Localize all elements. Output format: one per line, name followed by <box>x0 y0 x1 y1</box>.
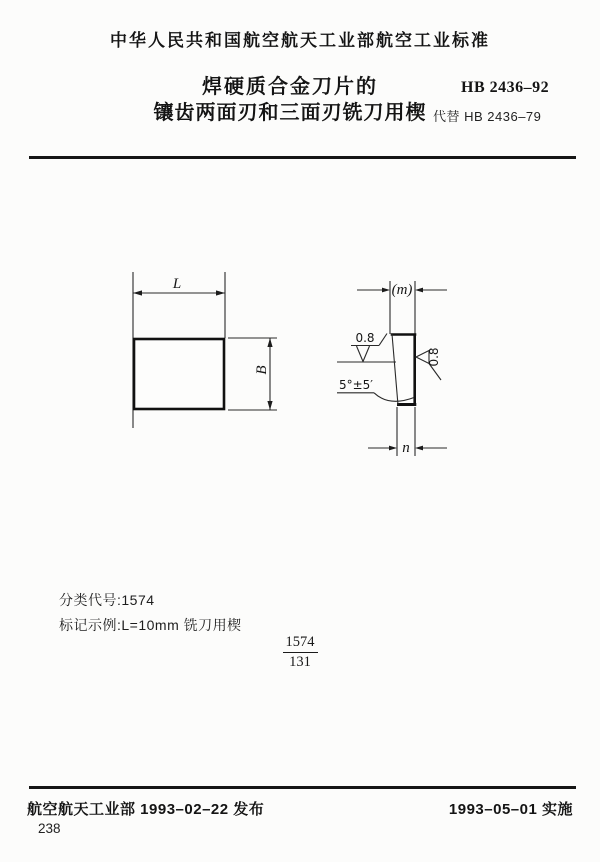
roughness-mark-right <box>416 347 441 380</box>
fraction-denominator: 131 <box>289 654 311 670</box>
label-B: B <box>254 365 270 375</box>
figure-plan-view <box>133 272 277 428</box>
dimension-n <box>368 407 447 456</box>
marking-example: 标记示例:L=10mm 铣刀用楔 <box>59 617 242 633</box>
roughness-mark-left <box>337 331 396 362</box>
roughness-left-value: 0.8 <box>355 331 375 345</box>
issue-info: 航空航天工业部 1993–02–22 发布 <box>27 801 265 818</box>
implementation-info: 1993–05–01 实施 <box>448 801 573 818</box>
label-n: n <box>402 440 410 456</box>
wedge-plan-outline <box>134 339 224 409</box>
wedge-section-outline <box>391 334 417 407</box>
label-L: L <box>172 276 182 292</box>
technical-drawing <box>0 258 600 473</box>
title-line-1: 焊硬质合金刀片的 <box>202 76 378 98</box>
dimension-L <box>133 276 225 296</box>
bottom-rule <box>29 786 576 789</box>
standard-number: HB 2436–92 <box>461 79 550 96</box>
label-m: (m) <box>391 282 413 298</box>
title-line-2: 镶齿两面刃和三面刃铣刀用楔 <box>153 102 427 124</box>
angle-value: 5°±5′ <box>338 378 374 392</box>
top-rule <box>29 156 576 159</box>
standard-header: 中华人民共和国航空航天工业部航空工业标准 <box>110 31 490 50</box>
supersedes-note: 代替 HB 2436–79 <box>433 109 542 124</box>
page-number: 238 <box>38 821 61 836</box>
dimension-m <box>357 281 447 334</box>
figure-side-view <box>337 281 447 456</box>
standard-index-fraction <box>266 634 334 671</box>
classification-code: 分类代号:1574 <box>59 592 155 608</box>
standard-title <box>130 74 450 126</box>
dimension-B <box>254 338 273 410</box>
fraction-numerator: 1574 <box>283 634 318 653</box>
roughness-right-value: 0.8 <box>427 347 441 367</box>
